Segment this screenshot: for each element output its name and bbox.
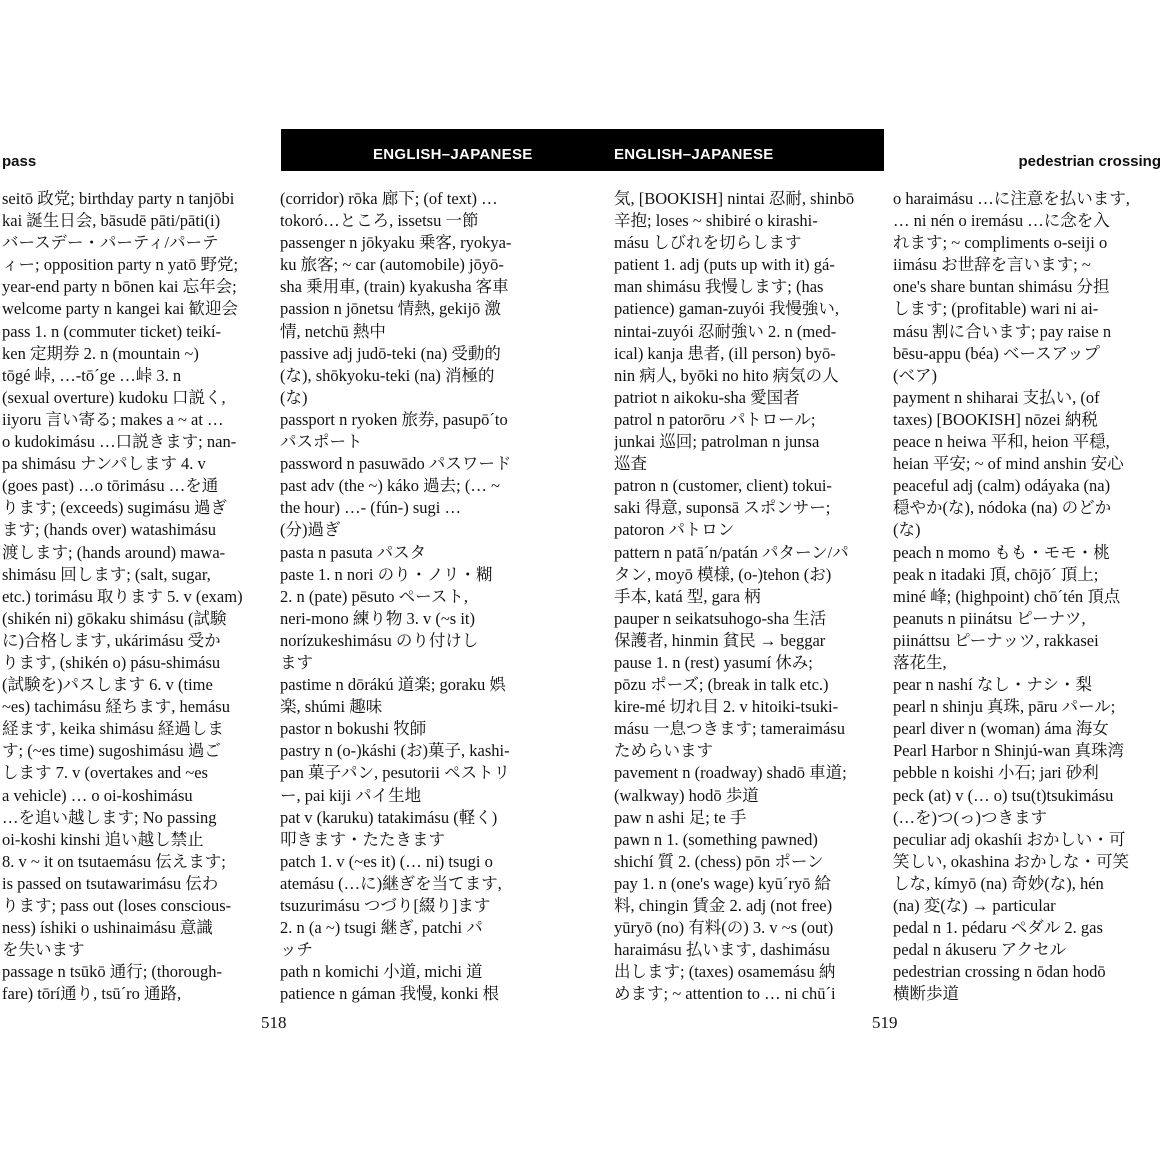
entry-line: fare) tōrí通り, tsū´ro 通路, — [2, 984, 182, 1004]
entry-line: します; (profitable) wari ni ai- — [893, 299, 1099, 319]
entry-line: します 7. v (overtakes and ~es — [2, 763, 208, 783]
entry-line: o haraimásu …に注意を払います, — [893, 189, 1130, 208]
entry-line: heian 平安; ~ of mind anshin 安心 — [893, 454, 1124, 474]
entry-line: pearl diver n (woman) áma 海女 — [893, 719, 1109, 739]
page-number-left: 518 — [261, 1013, 287, 1032]
entry-line: yūryō (no) 有料(の) 3. v ~s (out) — [614, 918, 834, 938]
entry-line: one's share buntan shimásu 分担 — [893, 277, 1110, 297]
entry-line: nin 病人, byōki no hito 病気の人 — [614, 365, 839, 385]
entry-line: kai 誕生日会, bāsudē pāti/pāti(i) — [2, 211, 221, 231]
entry-line: pat v (karuku) tatakimásu (軽く) — [280, 807, 498, 827]
entry-line: 出します; (taxes) osamemásu 納 — [614, 962, 836, 982]
entry-line: piináttsu ピーナッツ, rakkasei — [893, 630, 1099, 650]
entry-line: ります; (exceeds) sugimásu 過ぎ — [2, 498, 227, 518]
entry-line: másu しびれを切らします — [614, 233, 802, 253]
entry-line: タン, moyō 模様, (o-)tehon (お) — [614, 564, 832, 584]
entry-line: 8. v ~ it on tsutaemásu 伝えます; — [2, 851, 226, 871]
entry-line: tsuzurimásu つづり[綴り]ます — [280, 896, 491, 915]
entry-line: seitō 政党; birthday party n tanjōbi — [2, 189, 235, 208]
entry-line: pasta n pasuta パスタ — [280, 542, 427, 562]
running-header-bar — [281, 129, 884, 171]
entry-line: を失います — [2, 940, 85, 960]
entry-line: ical) kanja 患者, (ill person) byō- — [614, 343, 836, 363]
entry-line: past adv (the ~) káko 過去; (… ~ — [280, 476, 500, 496]
entry-line: shimásu 回します; (salt, sugar, — [2, 564, 211, 584]
page-number-right: 519 — [872, 1013, 898, 1032]
entry-line: 2. n (a ~) tsugi 継ぎ, patchi パ — [280, 918, 483, 938]
entry-line: bēsu-appu (béa) ベースアップ — [893, 343, 1100, 363]
entry-line: (な), shōkyoku-teki (na) 消極的 — [280, 365, 495, 385]
entry-line: iiyoru 言い寄る; makes a ~ at … — [2, 409, 224, 429]
running-header-right: ENGLISH–JAPANESE — [614, 146, 774, 163]
entry-line: 叩きます・たたきます — [280, 829, 445, 849]
entry-line: (goes past) …o tōrimásu …を通 — [2, 476, 219, 496]
entry-line: patoron パトロン — [614, 520, 735, 540]
entry-line: is passed on tsutawarimásu 伝わ — [2, 873, 219, 893]
entry-line: ッチ — [280, 940, 313, 960]
entry-line: 穏やか(な), nódoka (na) のどか — [893, 498, 1112, 518]
entry-line: etc.) torimásu 取ります 5. v (exam) — [2, 586, 243, 606]
entry-line: ります, (shikén o) pásu-shimásu — [2, 652, 221, 672]
entry-line: haraimásu 払います, dashimásu — [614, 940, 830, 960]
entry-line: pastime n dōrákú 道楽; goraku 娯 — [280, 675, 506, 695]
entry-line: に)合格します, ukárimásu 受か — [2, 630, 221, 650]
entry-line: a vehicle) … o oi-koshimásu — [2, 785, 193, 805]
entry-line: tokoró…ところ, issetsu 一節 — [280, 211, 479, 231]
entry-line: (shikén ni) gōkaku shimásu (試験 — [2, 608, 227, 628]
dictionary-column-2 — [280, 188, 552, 1005]
entry-line: pastor n bokushi 牧師 — [280, 719, 427, 739]
entry-line: pass 1. n (commuter ticket) teikí- — [2, 321, 222, 341]
entry-line: year-end party n bōnen kai 忘年会; — [2, 277, 237, 297]
dictionary-column-3 — [614, 188, 886, 1005]
entry-line: o kudokimásu …口説きます; nan- — [2, 432, 237, 452]
entry-line: patience n gáman 我慢, konki 根 — [280, 984, 500, 1004]
entry-line: taxes) [BOOKISH] nōzei 納税 — [893, 409, 1098, 429]
entry-line: 落花生, — [893, 652, 947, 672]
entry-line: paw n ashi 足; te 手 — [614, 807, 747, 827]
entry-line: パスポート — [280, 432, 363, 452]
entry-line: 笑しい, okashina おかしな・可笑 — [893, 851, 1130, 871]
entry-line: junkai 巡回; patrolman n junsa — [614, 432, 820, 452]
entry-line: (corridor) rōka 廊下; (of text) … — [280, 189, 498, 208]
dictionary-column-4 — [893, 188, 1165, 1005]
entry-line: paste 1. n nori のり・ノリ・糊 — [280, 564, 493, 584]
entry-line: pay 1. n (one's wage) kyū´ryō 給 — [614, 873, 831, 893]
entry-line: másu 割に合います; pay raise n — [893, 321, 1112, 341]
entry-line: passive adj judō-teki (na) 受動的 — [280, 343, 501, 363]
entry-line: ます; (hands over) watashimásu — [2, 520, 216, 540]
entry-line: tōgé 峠, …-tō´ge …峠 3. n — [2, 365, 182, 385]
entry-line: ness) íshiki o ushinaimásu 意識 — [2, 918, 213, 938]
entry-line: (…を)つ(っ)つきます — [893, 807, 1047, 827]
entry-line: másu 一息つきます; tameraimásu — [614, 719, 845, 739]
entry-line: pattern n patā´n/patán パターン/パ — [614, 542, 849, 562]
entry-line: ku 旅客; ~ car (automobile) jōyō- — [280, 255, 504, 275]
entry-line: sha 乗用車, (train) kyakusha 客車 — [280, 277, 509, 297]
entry-line: peaceful adj (calm) odáyaka (na) — [893, 476, 1111, 496]
entry-line: 辛抱; loses ~ shibiré o kirashi- — [614, 211, 818, 231]
dictionary-column-1 — [2, 188, 272, 1005]
entry-line: 情, netchū 熱中 — [280, 321, 386, 341]
entry-line: pa shimásu ナンパします 4. v — [2, 454, 206, 474]
entry-line: pōzu ポーズ; (break in talk etc.) — [614, 675, 829, 695]
entry-line: peanuts n piinátsu ピーナツ, — [893, 608, 1086, 628]
entry-line: patrol n patorōru パトロール; — [614, 409, 816, 429]
entry-line: ィー; opposition party n yatō 野党; — [2, 255, 239, 275]
entry-line: passport n ryoken 旅券, pasupō´to — [280, 409, 508, 429]
entry-line: password n pasuwādo パスワード — [280, 454, 512, 474]
entry-line: バースデー・パーティ/パーテ — [2, 233, 219, 253]
entry-line: 楽, shúmi 趣味 — [280, 697, 383, 717]
entry-line: peach n momo もも・モモ・桃 — [893, 542, 1110, 562]
entry-line: pedestrian crossing n ōdan hodō — [893, 962, 1106, 982]
entry-line: pavement n (roadway) shadō 車道; — [614, 763, 847, 783]
entry-line: shichí 質 2. (chess) pōn ポーン — [614, 851, 824, 871]
entry-line: 巡査 — [614, 454, 647, 474]
entry-line: payment n shiharai 支払い, (of — [893, 387, 1100, 407]
entry-line: neri-mono 練り物 3. v (~s it) — [280, 608, 475, 628]
entry-line: (walkway) hodō 歩道 — [614, 785, 759, 805]
entry-line: peace n heiwa 平和, heion 平穏, — [893, 432, 1110, 452]
entry-line: 横断歩道 — [893, 984, 959, 1004]
entry-line: れます; ~ compliments o-seiji o — [893, 233, 1108, 253]
entry-line: (試験を)パスします 6. v (time — [2, 675, 213, 695]
entry-line: (分)過ぎ — [280, 520, 341, 540]
entry-line: ます — [280, 652, 313, 672]
entry-line: passion n jōnetsu 情熱, gekijō 激 — [280, 299, 501, 319]
entry-line: 料, chingin 賃金 2. adj (not free) — [614, 896, 833, 915]
entry-line: oi-koshi kinshi 追い越し禁止 — [2, 829, 204, 849]
entry-line: 2. n (pate) pēsuto ペースト, — [280, 586, 468, 606]
entry-line: pedal n 1. pédaru ペダル 2. gas — [893, 918, 1103, 938]
entry-line: pear n nashí なし・ナシ・梨 — [893, 675, 1093, 695]
entry-line: (sexual overture) kudoku 口説く, — [2, 387, 226, 407]
entry-line: 手本, katá 型, gara 柄 — [614, 586, 761, 606]
entry-line: patience) gaman-zuyói 我慢強い, — [614, 299, 839, 319]
entry-line: 保護者, hinmin 貧民 → beggar — [614, 630, 826, 650]
guide-word-right: pedestrian crossing — [1018, 153, 1161, 170]
entry-line: ken 定期券 2. n (mountain ~) — [2, 343, 199, 363]
entry-line: 渡します; (hands around) mawa- — [2, 542, 226, 562]
entry-line: pauper n seikatsuhogo-sha 生活 — [614, 608, 827, 628]
entry-line: pebble n koishi 小石; jari 砂利 — [893, 763, 1099, 783]
entry-line: す; (~es time) sugoshimásu 過ご — [2, 741, 221, 761]
entry-line: peculiar adj okashíi おかしい・可 — [893, 829, 1126, 849]
entry-line: peak n itadaki 頂, chōjō´ 頂上; — [893, 564, 1099, 584]
entry-line: the hour) …- (fún-) sugi … — [280, 498, 462, 518]
entry-line: peck (at) v (… o) tsu(t)tsukimásu — [893, 785, 1114, 805]
entry-line: patriot n aikoku-sha 愛国者 — [614, 387, 800, 407]
entry-line: pedal n ákuseru アクセル — [893, 940, 1067, 960]
entry-line: passenger n jōkyaku 乗客, ryokya- — [280, 233, 512, 253]
entry-line: atemásu (…に)継ぎを当てます, — [280, 873, 502, 893]
entry-line: … ni nén o iremásu …に念を入 — [893, 211, 1110, 231]
entry-line: patron n (customer, client) tokui- — [614, 476, 832, 496]
entry-line: kire-mé 切れ目 2. v hitoiki-tsuki- — [614, 697, 839, 717]
entry-line: (na) 変(な) → particular — [893, 896, 1056, 915]
entry-line: pawn n 1. (something pawned) — [614, 829, 818, 849]
entry-line: 経ます, keika shimásu 経過しま — [2, 719, 224, 739]
entry-line: しな, kímyō (na) 奇妙(な), hén — [893, 873, 1104, 893]
entry-line: ー, pai kiji パイ生地 — [280, 785, 422, 805]
entry-line: passage n tsūkō 通行; (thorough- — [2, 962, 222, 982]
entry-line: patient 1. adj (puts up with it) gá- — [614, 255, 835, 275]
entry-line: めます; ~ attention to … ni chū´i — [614, 984, 836, 1004]
entry-line: (な) — [893, 520, 921, 540]
entry-line: (ベア) — [893, 365, 937, 385]
entry-line: saki 得意, suponsā スポンサー; — [614, 498, 831, 518]
entry-line: (な) — [280, 387, 308, 407]
running-header-left: ENGLISH–JAPANESE — [373, 146, 533, 163]
entry-line: iimásu お世辞を言います; ~ — [893, 255, 1091, 275]
entry-line: pearl n shinju 真珠, pāru パール; — [893, 697, 1116, 717]
entry-line: nintai-zuyói 忍耐強い 2. n (med- — [614, 321, 837, 341]
entry-line: man shimásu 我慢します; (has — [614, 277, 824, 297]
entry-line: norízukeshimásu のり付けし — [280, 630, 479, 650]
entry-line: Pearl Harbor n Shinjú-wan 真珠湾 — [893, 741, 1124, 761]
entry-line: 気, [BOOKISH] nintai 忍耐, shinbō — [614, 189, 855, 208]
entry-line: pan 菓子パン, pesutorii ペストリ — [280, 763, 511, 783]
entry-line: path n komichi 小道, michi 道 — [280, 962, 483, 982]
guide-word-left: pass — [2, 153, 37, 170]
entry-line: miné 峰; (highpoint) chō´tén 頂点 — [893, 586, 1121, 606]
entry-line: …を追い越します; No passing — [2, 807, 217, 827]
entry-line: pastry n (o-)káshi (お)菓子, kashi- — [280, 741, 510, 761]
entry-line: pause 1. n (rest) yasumí 休み; — [614, 652, 813, 672]
entry-line: patch 1. v (~es it) (… ni) tsugi o — [280, 851, 493, 871]
entry-line: ります; pass out (loses conscious- — [2, 896, 232, 915]
entry-line: welcome party n kangei kai 歓迎会 — [2, 299, 238, 319]
entry-line: ~es) tachimásu 経ちます, hemásu — [2, 697, 230, 717]
entry-line: ためらいます — [614, 741, 713, 761]
